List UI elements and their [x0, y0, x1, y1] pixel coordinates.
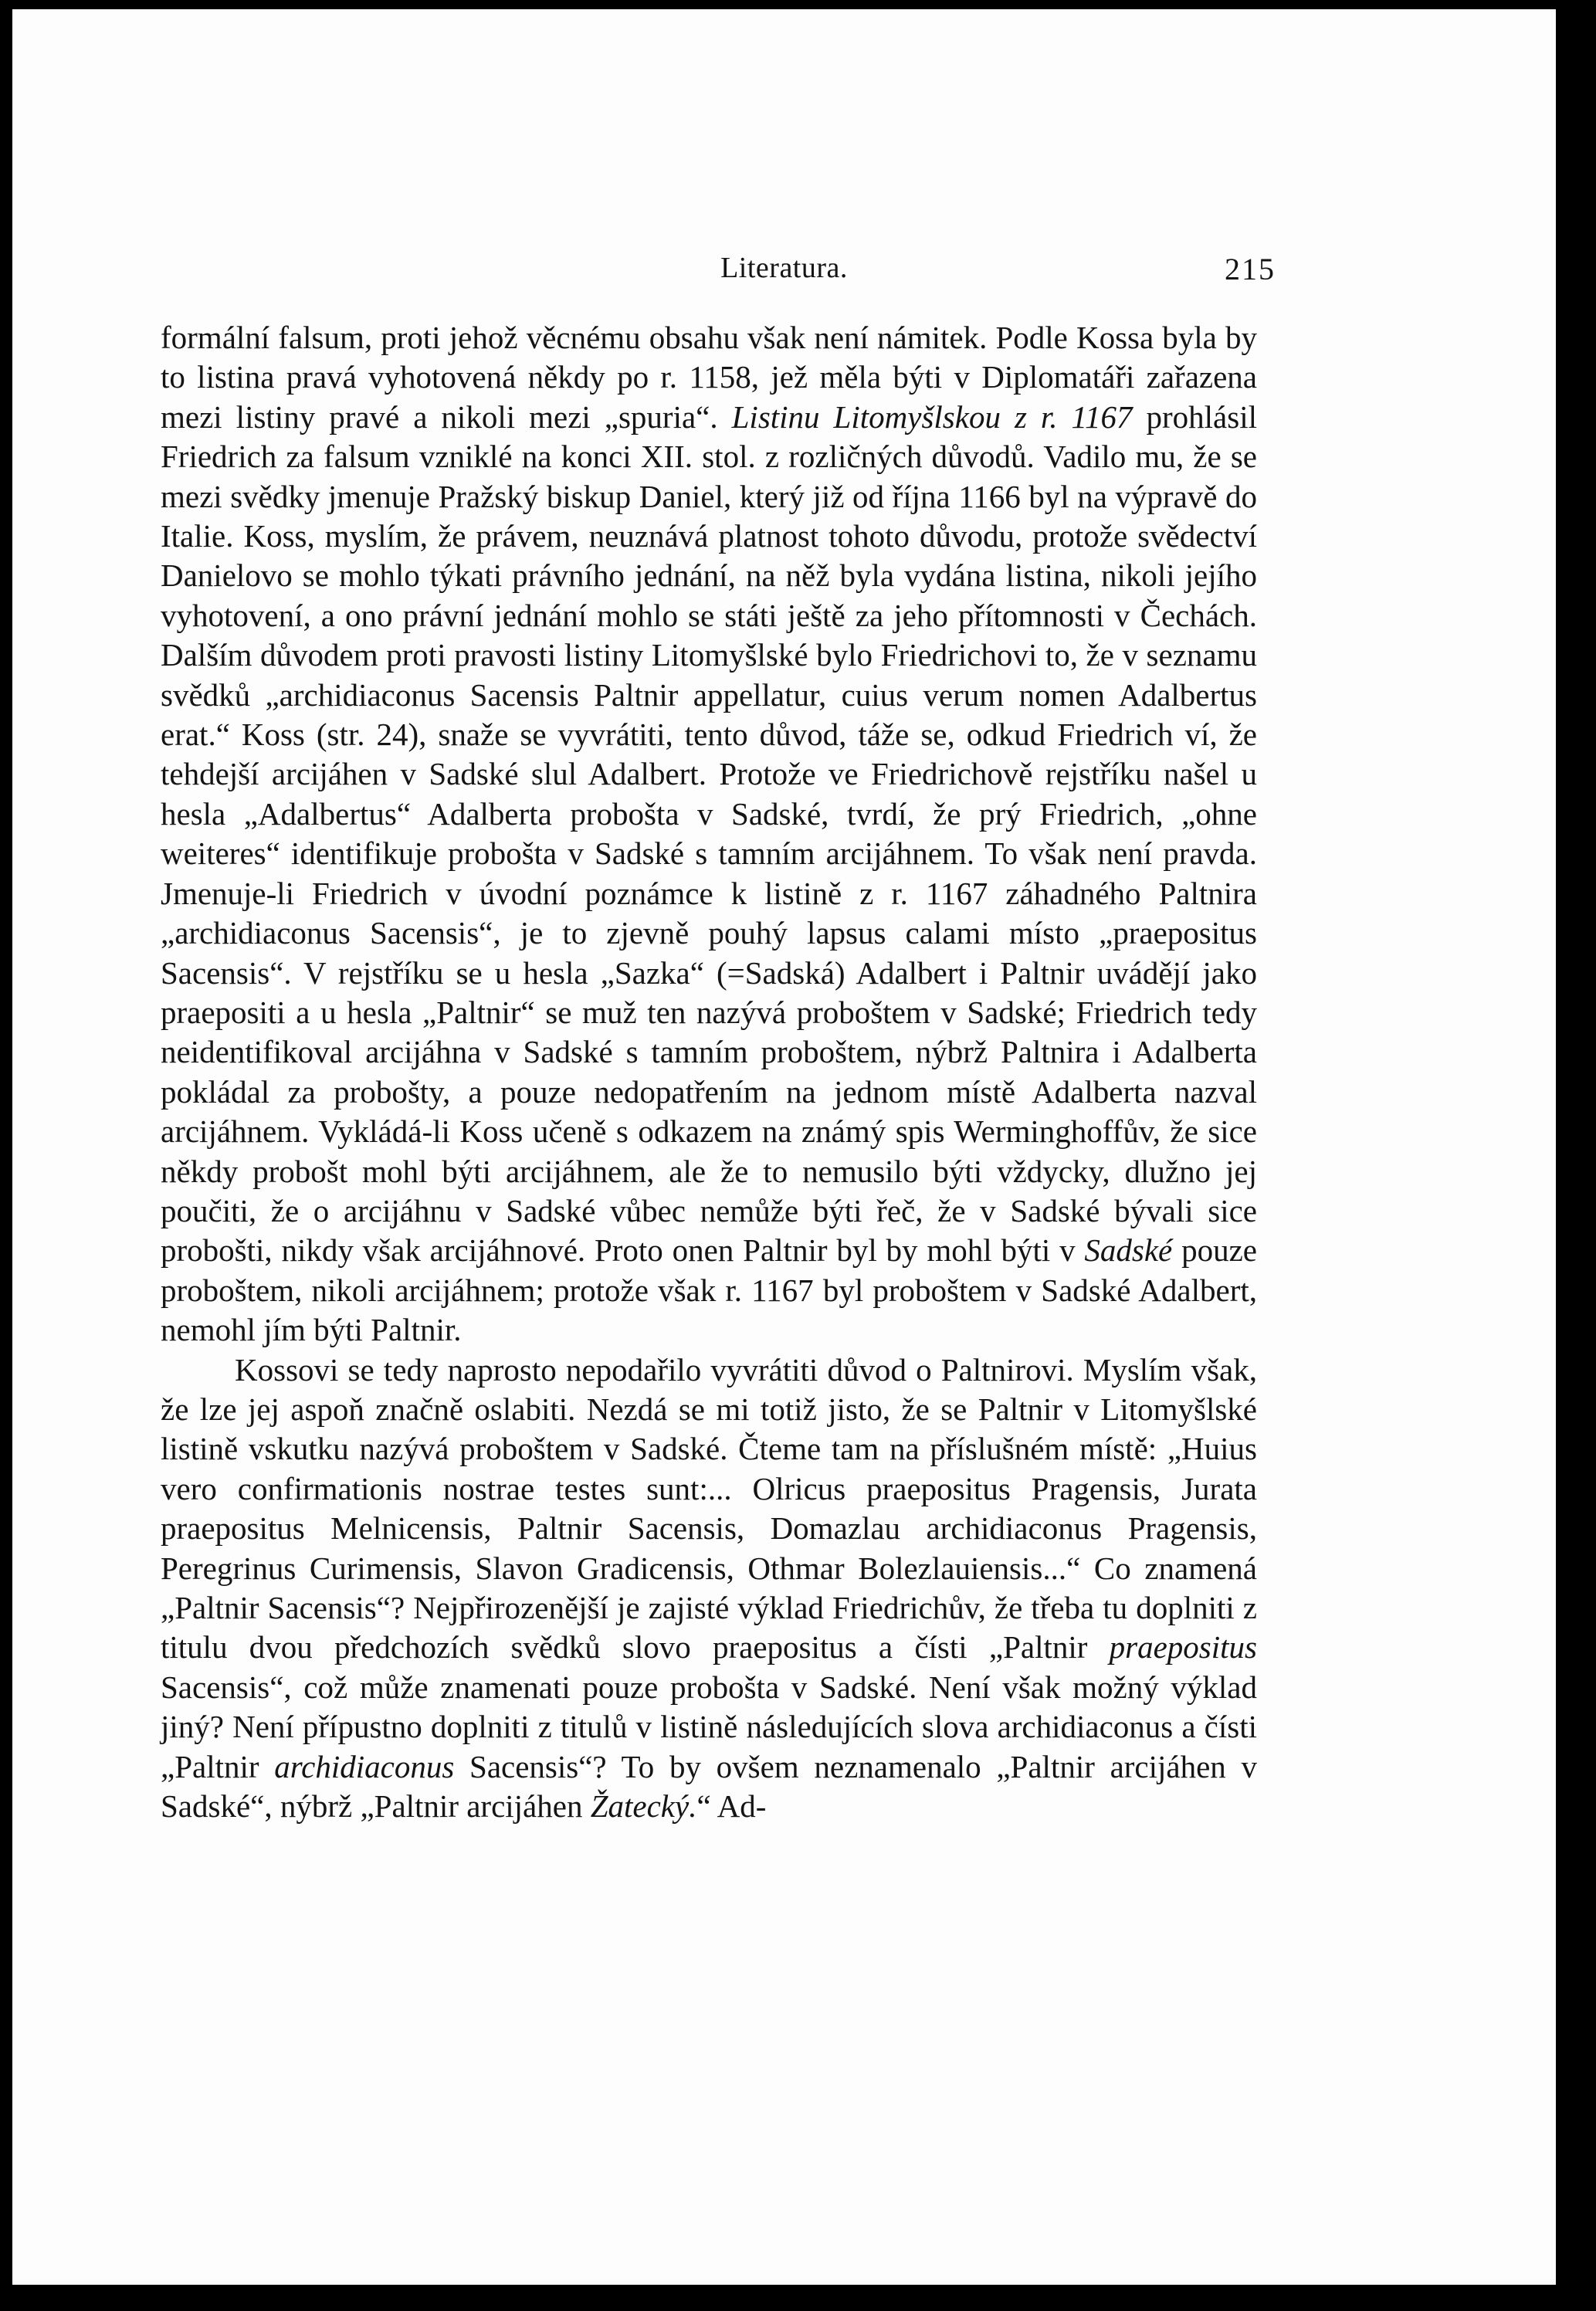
paragraph-2-text-c: Sacensis“? To by ovšem neznamenalo „Paltnir arcijáhen v Sadské“, nýbrž „Paltnir arcijáhen [161, 1748, 1257, 1825]
scan-border-bottom [0, 2285, 1596, 2311]
scan-border-left [0, 0, 12, 2311]
scan-border-right [1556, 0, 1596, 2311]
paragraph-2-italic-a: praepositus [1109, 1629, 1257, 1665]
paragraph-2-text-a: Kossovi se tedy naprosto nepodařilo vyvrátiti důvod o Paltnirovi. Myslím však, že lze jej aspoň značně oslabiti. Nezdá se mi totiž jisto, že se Paltnir v Litomyšlské listině vskutku nazývá proboštem v Sadské. Čteme tam na příslušném místě: „Huius vero confirmationis nostrae testes sunt:... Olricus praepositus Pragensis, Jurata praepositus Melnicensis, Paltnir Sacensis, Domazlau archidiaconus Pragensis, Peregrinus Curimensis, Slavon Gradicensis, Othmar Bolezlauiensis...“ Co znamená „Paltnir Sacensis“? Nejpřirozenější je zajisté výklad Friedrichův, že třeba tu doplniti z titulu dvou předchozích svědků slovo praepositus a čísti „Paltnir [161, 1351, 1257, 1665]
book-page [12, 9, 1556, 2285]
paragraph-1-text-b: prohlásil Friedrich za falsum vzniklé na konci XII. stol. z rozličných důvodů. Vadilo mu, že se mezi svědky jmenuje Pražský biskup Daniel, který již od října 1166 byl na výpravě do Italie. Koss, myslím, že právem, neuznává platnost tohoto důvodu, protože svědectví Danielovo se mohlo týkati právního jednání, na něž byla vydána listina, nikoli jejího vyhotovení, a ono právní jednání mohlo se státi ještě za jeho přítomnosti v Čechách. Dalším důvodem proti pravosti listiny Litomyšlské bylo Friedrichovi to, že v seznamu svědků „archidiaconus Sacensis Paltnir appellatur, cuius verum nomen Adalbertus erat.“ Koss (str. 24), snaže se vyvrátiti, tento důvod, táže se, odkud Friedrich ví, že tehdejší arcijáhen v Sadské slul Adalbert. Protože ve Friedrichově rejstříku našel u hesla „Adalbertus“ Adalberta probošta v Sadské, tvrdí, že prý Friedrich, „ohne weiteres“ identifikuje probošta v Sadské s tamním arcijáhnem. To však není pravda. Jmenuje-li Friedrich v úvodní poznámce k listině z r. 1167 záhadného Paltnira „archidiaconus Sacensis“, je to zjevně pouhý lapsus calami místo „praepositus Sacensis“. V rejstříku se u hesla „Sazka“ (=Sadská) Adalbert i Paltnir uvádějí jako praepositi a u hesla „Paltnir“ se muž ten nazývá proboštem v Sadské; Friedrich tedy neidentifikoval arcijáhna v Sadské s tamním proboštem, nýbrž Paltnira i Adalberta pokládal za probošty, a pouze nedopatřením na jednom místě Adalberta nazval arcijáhnem. Vykládá-li Koss učeně s odkazem na známý spis Werminghoffův, že sice někdy probošt mohl býti arcijáhnem, ale že to nemusilo býti vždycky, dlužno jej poučiti, že o arcijáhnu v Sadské vůbec nemůže býti řeč, že v Sadské bývali sice probošti, nikdy však arcijáhnové. Proto onen Paltnir byl by mohl býti v [161, 398, 1257, 1269]
paragraph-2-italic-b: archidiaconus [274, 1748, 455, 1784]
paragraph-1 [161, 318, 1257, 1350]
running-title: Literatura. [720, 252, 848, 284]
paragraph-2-text-b: Sacensis“, což může znamenati pouze probošta v Sadské. Není však možný výklad jiný? Není přípustno doplniti z titulů v listině následujících slova archidiaconus a čísti „Paltnir [161, 1669, 1257, 1784]
paragraph-2-italic-c: Žatecký. [590, 1788, 697, 1825]
paragraph-1-text-a: formální falsum, proti jehož věcnému obsahu však není námitek. Podle Kossa byla by to listina pravá vyhotovená někdy po r. 1158, jež měla býti v Diplomatáři zařazena mezi listiny pravé a nikoli mezi „spuria“. [161, 320, 1257, 435]
paragraph-1-italic-a: Listinu Litomyšlskou z r. 1167 [731, 398, 1133, 435]
paragraph-1-text-c: pouze proboštem, nikoli arcijáhnem; protože však r. 1167 byl proboštem v Sadské Adalbert, nemohl jím býti Paltnir. [161, 1232, 1257, 1348]
paragraph-1-italic-b: Sadské [1084, 1232, 1173, 1269]
page-number: 215 [1225, 252, 1276, 286]
paragraph-2 [161, 1350, 1257, 1827]
scan-border-top [0, 0, 1596, 9]
body-text [161, 318, 1257, 1826]
paragraph-2-text-d: “ Ad- [696, 1788, 767, 1825]
running-head [12, 251, 1556, 290]
